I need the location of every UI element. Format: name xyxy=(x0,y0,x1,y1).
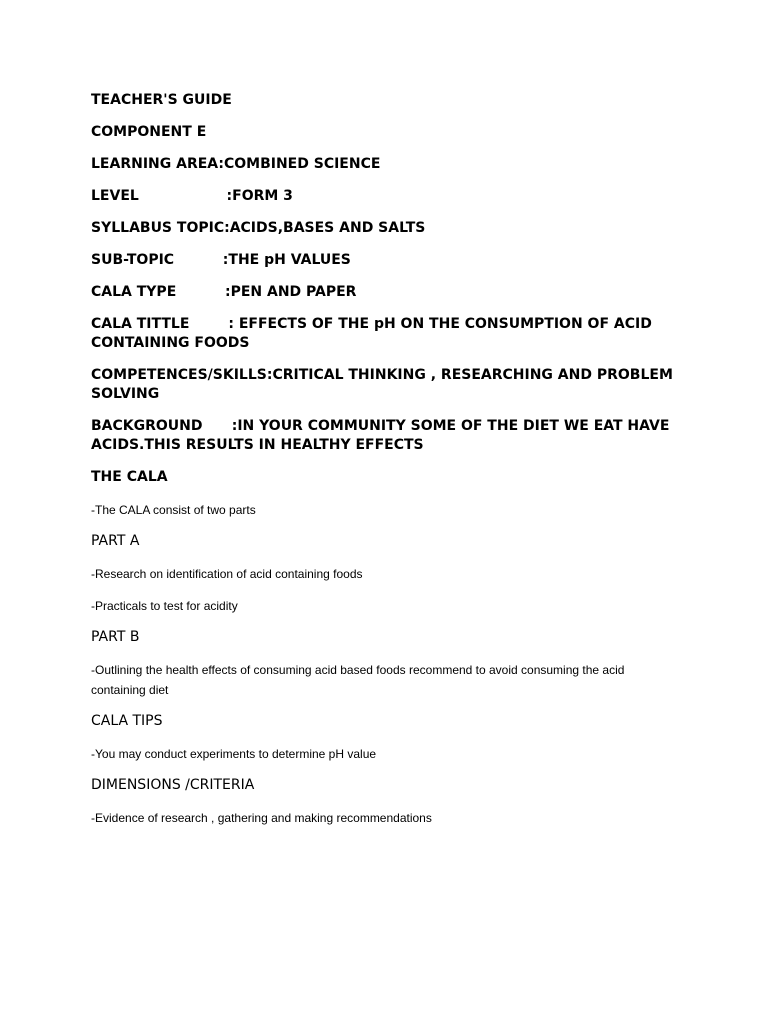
component-line: COMPONENT E xyxy=(91,124,207,140)
cala-tips-heading: CALA TIPS xyxy=(91,713,163,729)
part-a-heading: PART A xyxy=(91,533,140,549)
background-line: BACKGROUND :IN YOUR COMMUNITY SOME OF THE DIET WE EAT HAVE ACIDS.THIS RESULTS IN HEALTHY EFFECTS xyxy=(91,418,675,453)
competences-line: COMPETENCES/SKILLS:CRITICAL THINKING , RESEARCHING AND PROBLEM SOLVING xyxy=(91,367,678,402)
the-cala-text: -The CALA consist of two parts xyxy=(91,503,256,517)
the-cala-heading: THE CALA xyxy=(91,469,168,485)
part-b-item: -Outlining the health effects of consuming acid based foods recommend to avoid consuming the acid containing diet xyxy=(91,663,625,697)
part-a-item: -Research on identification of acid containing foods xyxy=(91,567,363,581)
dimensions-heading: DIMENSIONS /CRITERIA xyxy=(91,777,255,793)
document-title: TEACHER'S GUIDE xyxy=(91,92,232,108)
learning-area-line: LEARNING AREA:COMBINED SCIENCE xyxy=(91,156,381,172)
level-line: LEVEL :FORM 3 xyxy=(91,188,293,204)
cala-tips-item: -You may conduct experiments to determine pH value xyxy=(91,747,377,761)
cala-title-line: CALA TITTLE : EFFECTS OF THE pH ON THE CONSUMPTION OF ACID CONTAINING FOODS xyxy=(91,316,657,351)
cala-type-line: CALA TYPE :PEN AND PAPER xyxy=(91,284,357,300)
syllabus-topic-line: SYLLABUS TOPIC:ACIDS,BASES AND SALTS xyxy=(91,220,426,236)
sub-topic-line: SUB-TOPIC :THE pH VALUES xyxy=(91,252,351,268)
part-b-heading: PART B xyxy=(91,629,140,645)
part-a-item: -Practicals to test for acidity xyxy=(91,599,238,613)
document-content xyxy=(91,91,681,840)
dimensions-item: -Evidence of research , gathering and making recommendations xyxy=(91,811,432,825)
